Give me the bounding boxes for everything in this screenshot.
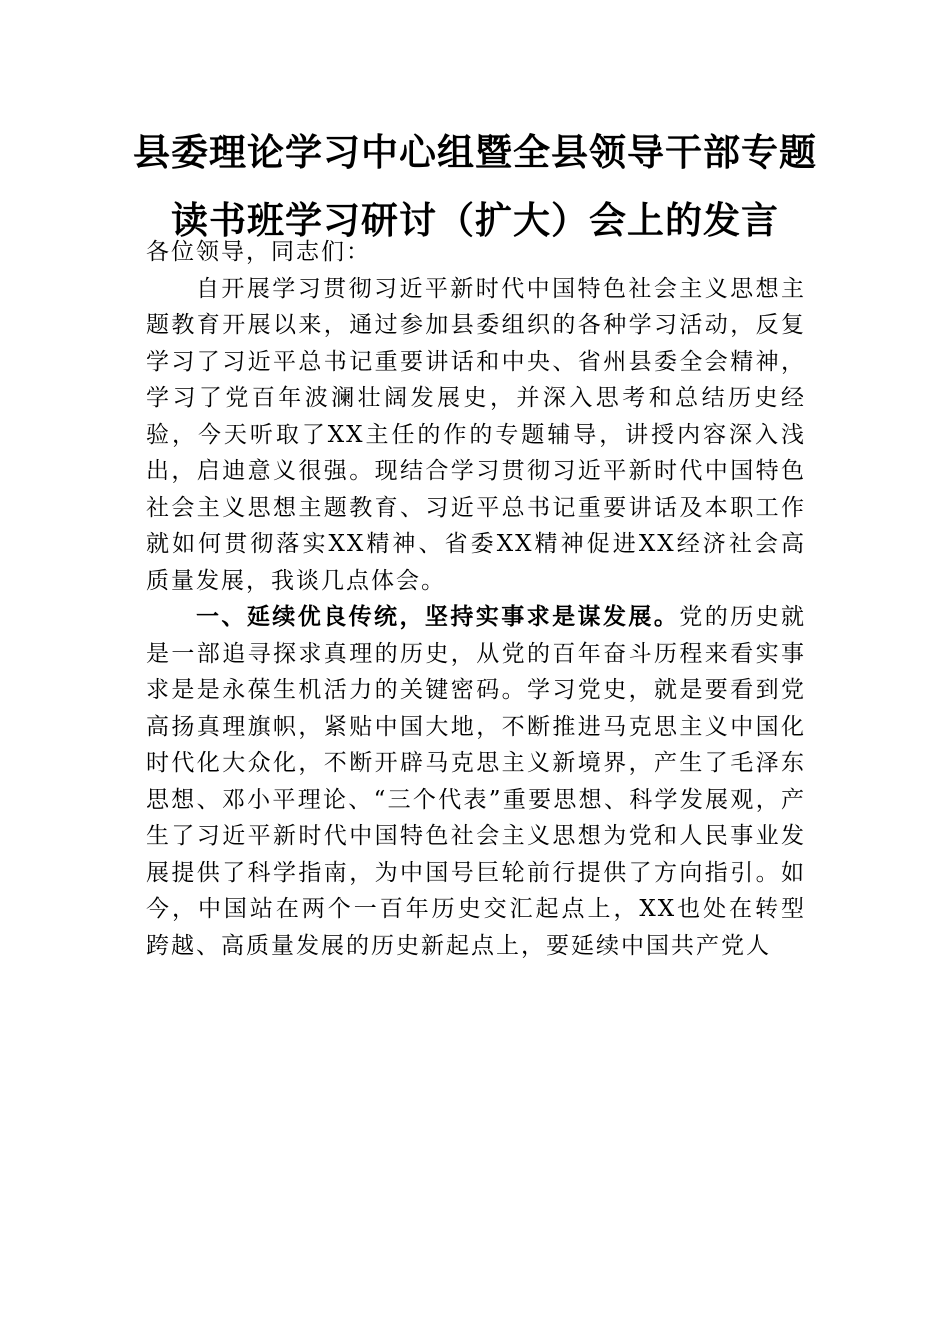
document-body (146, 234, 806, 964)
section-1-body: 党的历史就是一部追寻探求真理的历史，从党的百年奋斗历程来看实事求是是永葆生机活力的关键密码。学习党史，就是要看到党高扬真理旗帜，紧贴中国大地，不断推进马克思主义中国化时代化大众化，不断开辟马克思主义新境界，产生了毛泽东思想、邓小平理论、“三个代表”重要思想、科学发展观，产生了习近平新时代中国特色社会主义思想为党和人民事业发展提供了科学指南，为中国号巨轮前行提供了方向指引。如今，中国站在两个一百年历史交汇起点上，XX也处在转型跨越、高质量发展的历史新起点上，要延续中国共产党人 (146, 604, 807, 959)
paragraph-section-1 (146, 599, 806, 964)
paragraph-intro: 自开展学习贯彻习近平新时代中国特色社会主义思想主题教育开展以来，通过参加县委组织的各种学习活动，反复学习了习近平总书记重要讲话和中央、省州县委全会精神，学习了党百年波澜壮阔发展史，并深入思考和总结历史经验，今天听取了XX主任的作的专题辅导，讲授内容深入浅出，启迪意义很强。现结合学习贯彻习近平新时代中国特色社会主义思想主题教育、习近平总书记重要讲话及本职工作就如何贯彻落实XX精神、省委XX精神促进XX经济社会高质量发展，我谈几点体会。 (146, 275, 806, 594)
greeting: 各位领导，同志们： (146, 239, 371, 265)
section-1-heading: 一、延续优良传统，坚持实事求是谋发展。 (196, 603, 680, 630)
document-title-line-1: 县委理论学习中心组暨全县领导干部专题 (133, 130, 817, 174)
document-title-line-2: 读书班学习研讨（扩大）会上的发言 (171, 198, 779, 242)
